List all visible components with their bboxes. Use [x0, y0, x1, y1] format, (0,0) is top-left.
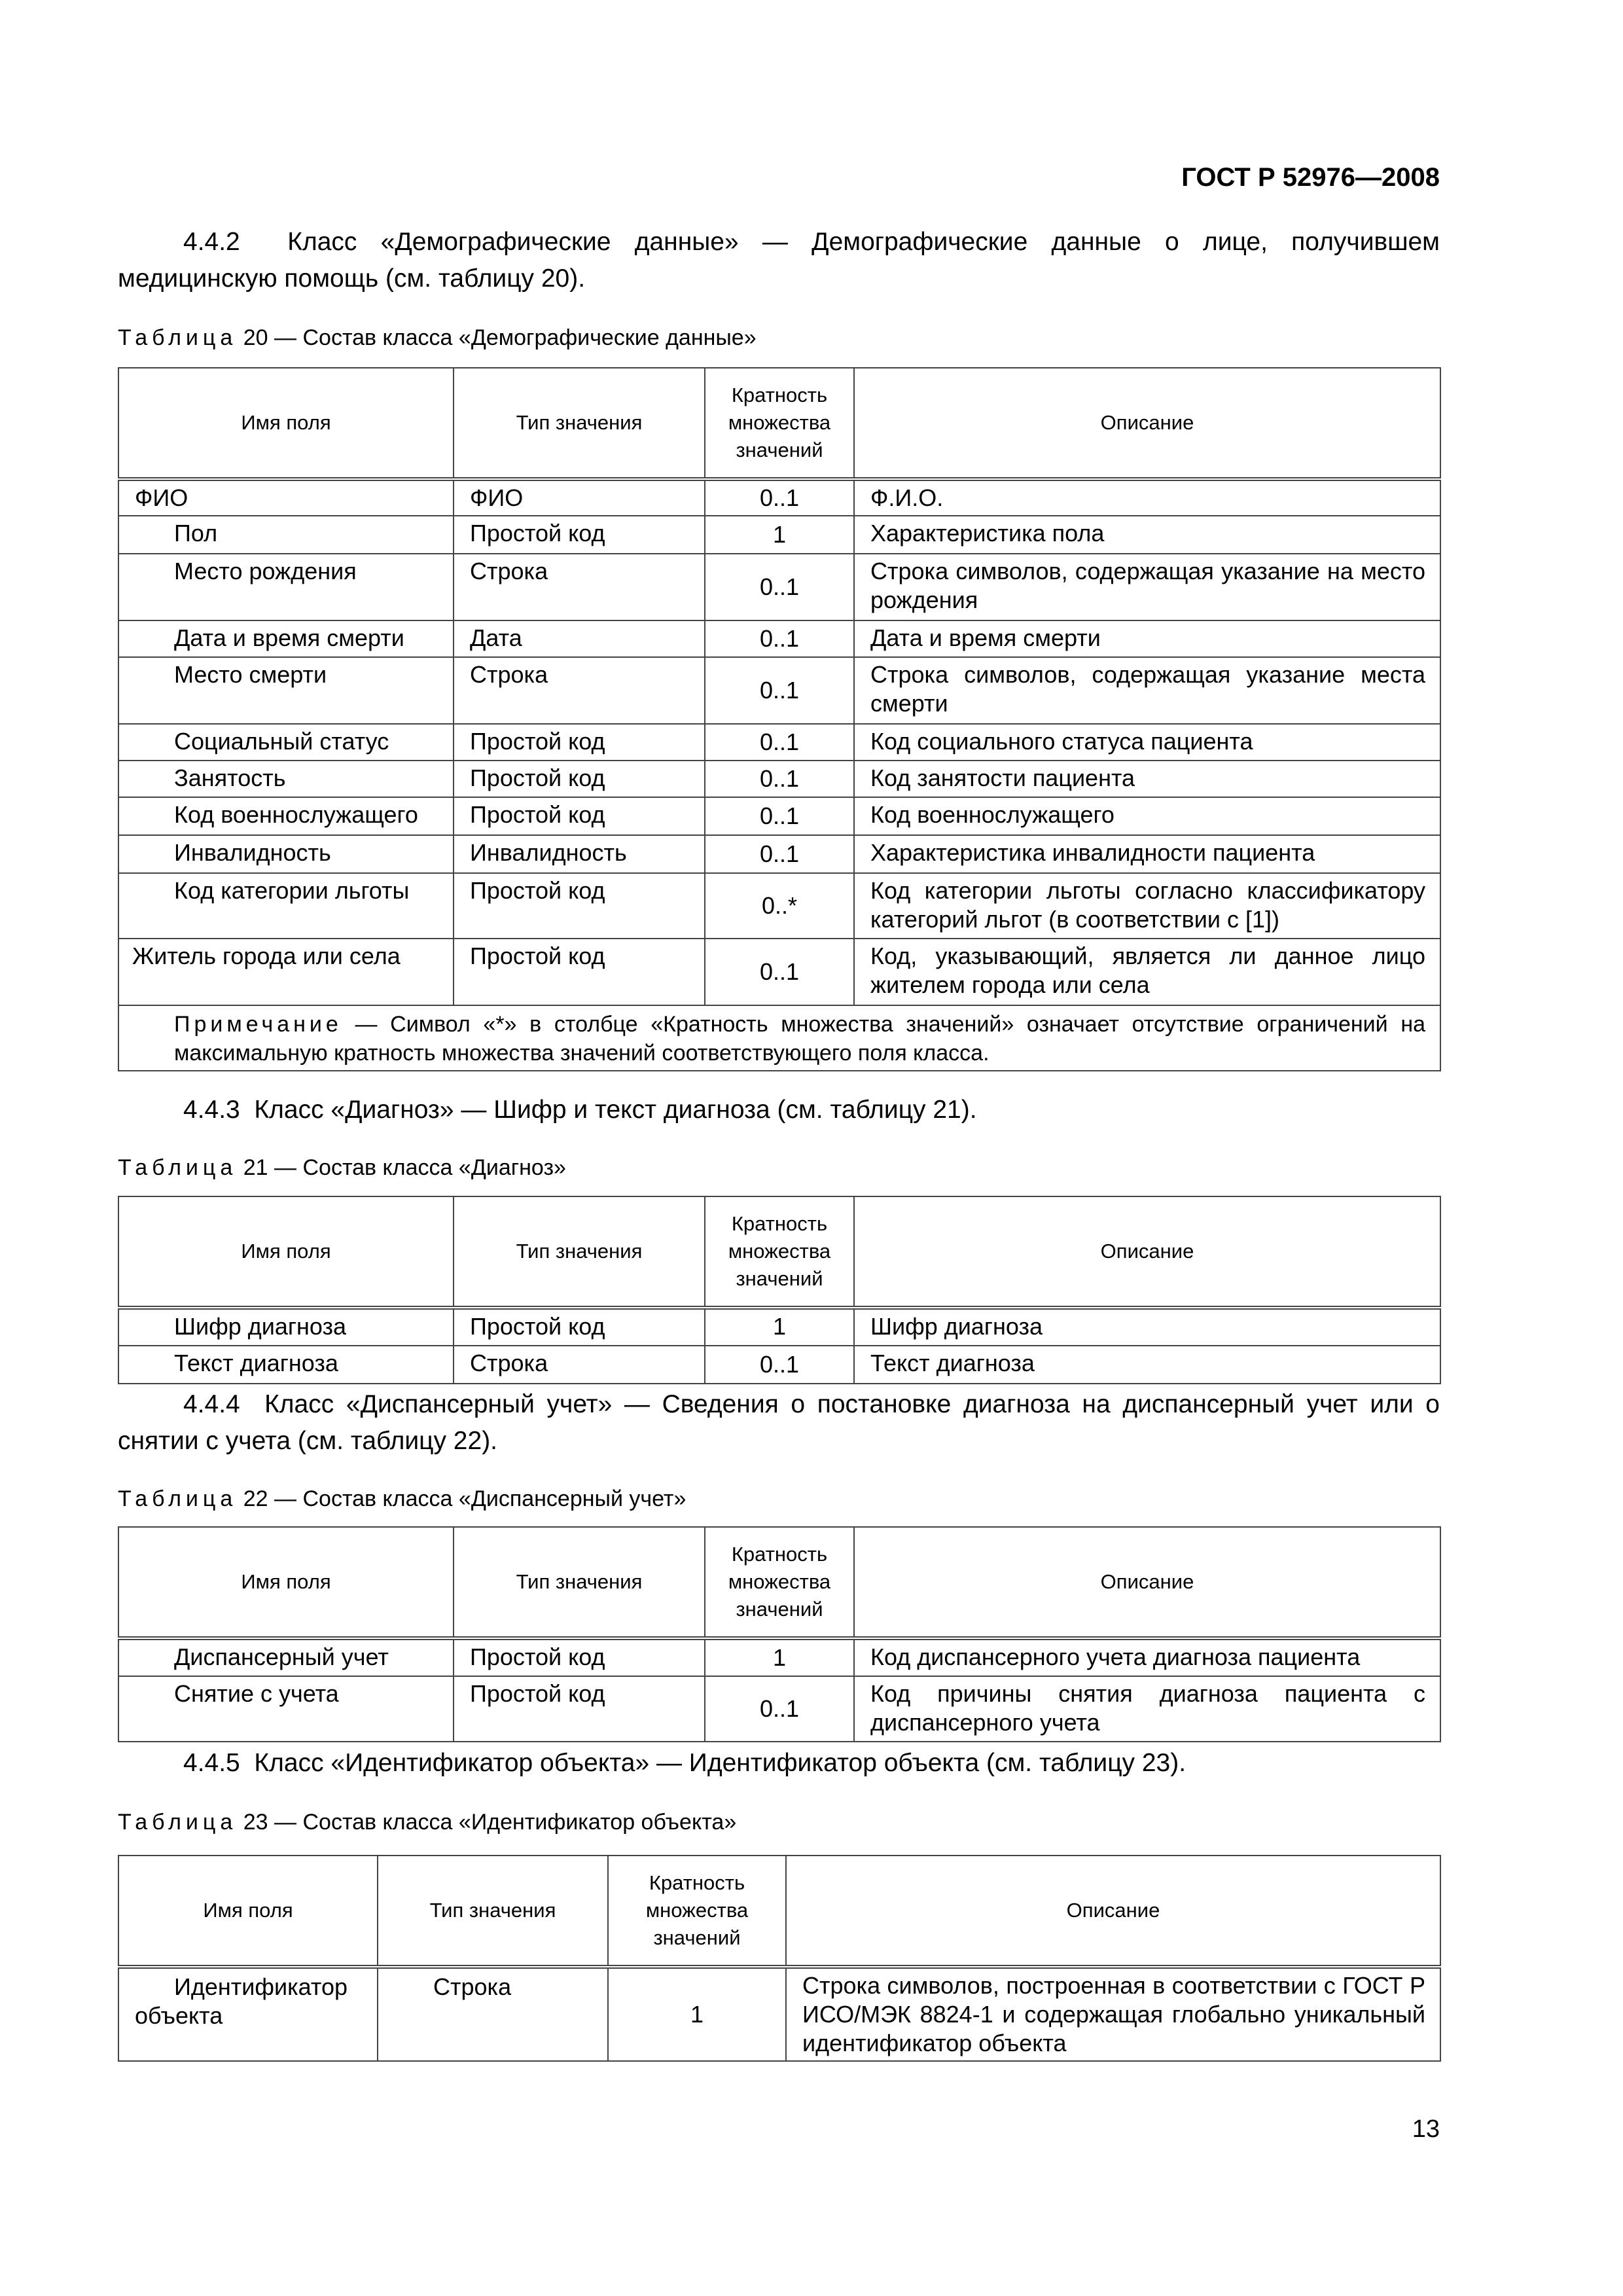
table-label: Таблица — [118, 325, 238, 350]
cell-value-type: Простой код — [454, 1308, 705, 1346]
cell-value-type: Простой код — [454, 1676, 705, 1742]
cell-multiplicity: 0..1 — [705, 620, 854, 657]
cell-description: Строка символов, построенная в соответствии с ГОСТ Р ИСО/МЭК 8824-1 и содержащая глобально уникальный идентификатор объекта — [786, 1967, 1440, 2061]
col-header-multiplicity: Кратность множества значений — [705, 1196, 854, 1308]
cell-field-name: Инвалидность — [118, 835, 454, 873]
cell-multiplicity: 1 — [705, 1308, 854, 1346]
cell-field-name: Шифр диагноза — [118, 1308, 454, 1346]
table-row — [118, 516, 1440, 554]
cell-description: Шифр диагноза — [854, 1308, 1440, 1346]
standard-designation: ГОСТ Р 52976—2008 — [1181, 163, 1440, 192]
col-header-description: Описание — [786, 1856, 1440, 1967]
section-text: Класс «Демографические данные» — Демографические данные о лице, получившем медицинскую помощь (см. таблицу 20). — [118, 228, 1440, 293]
cell-multiplicity: 0..1 — [705, 657, 854, 724]
col-header-description: Описание — [854, 1527, 1440, 1638]
cell-multiplicity: 0..1 — [705, 761, 854, 797]
table-row — [118, 1308, 1440, 1346]
table-20 — [118, 367, 1441, 1071]
col-header-type: Тип значения — [454, 1196, 705, 1308]
cell-field-name: Дата и время смерти — [118, 620, 454, 657]
table-22 — [118, 1526, 1441, 1742]
col-header-description: Описание — [854, 1196, 1440, 1308]
cell-field-name: Текст диагноза — [118, 1346, 454, 1384]
table-row — [118, 657, 1440, 724]
table-row — [118, 479, 1440, 516]
cell-description: Код причины снятия диагноза пациента с диспансерного учета — [854, 1676, 1440, 1742]
table-23 — [118, 1855, 1441, 2062]
cell-field-name: Идентификатор объекта — [118, 1967, 378, 2061]
col-header-name: Имя поля — [118, 1856, 378, 1967]
cell-value-type: Простой код — [454, 797, 705, 835]
cell-multiplicity: 0..1 — [705, 479, 854, 516]
cell-field-name: Пол — [118, 516, 454, 554]
cell-value-type: Строка — [454, 554, 705, 620]
cell-field-name: Диспансерный учет — [118, 1638, 454, 1676]
cell-value-type: Простой код — [454, 939, 705, 1005]
cell-description: Код категории льготы согласно классификатору категорий льгот (в соответствии с [1]) — [854, 873, 1440, 939]
cell-description: Код занятости пациента — [854, 761, 1440, 797]
table-row — [118, 1967, 1440, 2061]
section-4-4-2 — [118, 224, 1440, 297]
table-21 — [118, 1196, 1441, 1384]
table-22-caption — [118, 1484, 686, 1513]
col-header-multiplicity: Кратность множества значений — [705, 1527, 854, 1638]
cell-multiplicity: 1 — [705, 516, 854, 554]
col-header-description: Описание — [854, 368, 1440, 479]
cell-multiplicity: 0..1 — [705, 1346, 854, 1384]
table-row — [118, 835, 1440, 873]
section-text: Класс «Диспансерный учет» — Сведения о постановке диагноза на диспансерный учет или о снятии с учета (см. таблицу 22). — [118, 1390, 1440, 1455]
table-row — [118, 1676, 1440, 1742]
cell-multiplicity: 0..1 — [705, 554, 854, 620]
cell-value-type: Простой код — [454, 1638, 705, 1676]
table-note-row — [118, 1005, 1440, 1071]
cell-field-name: ФИО — [118, 479, 454, 516]
cell-value-type: Строка — [454, 657, 705, 724]
cell-description: Характеристика инвалидности пациента — [854, 835, 1440, 873]
cell-description: Строка символов, содержащая указание на место рождения — [854, 554, 1440, 620]
cell-value-type: Инвалидность — [454, 835, 705, 873]
cell-multiplicity: 0..1 — [705, 939, 854, 1005]
caption-text: 23 — Состав класса «Идентификатор объекта» — [243, 1810, 737, 1835]
table-note — [118, 1005, 1440, 1071]
cell-description: Строка символов, содержащая указание места смерти — [854, 657, 1440, 724]
cell-description: Код диспансерного учета диагноза пациента — [854, 1638, 1440, 1676]
table-row — [118, 797, 1440, 835]
table-row — [118, 1638, 1440, 1676]
section-text: Класс «Диагноз» — Шифр и текст диагноза (см. таблицу 21). — [254, 1096, 977, 1124]
section-text: Класс «Идентификатор объекта» — Идентификатор объекта (см. таблицу 23). — [254, 1749, 1186, 1777]
col-header-type: Тип значения — [378, 1856, 608, 1967]
section-number: 4.4.2 — [183, 228, 240, 256]
table-label: Таблица — [118, 1155, 238, 1180]
cell-description: Код социального статуса пациента — [854, 724, 1440, 761]
section-4-4-4 — [118, 1386, 1440, 1460]
col-header-name: Имя поля — [118, 1527, 454, 1638]
cell-field-name: Снятие с учета — [118, 1676, 454, 1742]
cell-value-type: Простой код — [454, 761, 705, 797]
cell-description: Код военнослужащего — [854, 797, 1440, 835]
col-header-name: Имя поля — [118, 368, 454, 479]
cell-multiplicity: 0..1 — [705, 797, 854, 835]
cell-description: Код, указывающий, является ли данное лицо жителем города или села — [854, 939, 1440, 1005]
table-21-caption — [118, 1153, 566, 1182]
table-row — [118, 724, 1440, 761]
caption-text: 20 — Состав класса «Демографические данные» — [243, 325, 757, 350]
cell-multiplicity: 0..* — [705, 873, 854, 939]
table-20-caption — [118, 323, 757, 352]
cell-multiplicity: 0..1 — [705, 835, 854, 873]
col-header-multiplicity: Кратность множества значений — [705, 368, 854, 479]
cell-multiplicity: 1 — [608, 1967, 786, 2061]
cell-description: Характеристика пола — [854, 516, 1440, 554]
cell-field-name: Код категории льготы — [118, 873, 454, 939]
col-header-name: Имя поля — [118, 1196, 454, 1308]
table-label: Таблица — [118, 1810, 238, 1835]
table-row — [118, 554, 1440, 620]
table-row — [118, 761, 1440, 797]
cell-multiplicity: 0..1 — [705, 1676, 854, 1742]
cell-field-name: Социальный статус — [118, 724, 454, 761]
cell-value-type: Простой код — [454, 724, 705, 761]
page-number: 13 — [1412, 2115, 1440, 2143]
col-header-type: Тип значения — [454, 368, 705, 479]
cell-multiplicity: 1 — [705, 1638, 854, 1676]
cell-multiplicity: 0..1 — [705, 724, 854, 761]
table-label: Таблица — [118, 1486, 238, 1511]
cell-field-name: Код военнослужащего — [118, 797, 454, 835]
cell-field-name: Житель города или села — [118, 939, 454, 1005]
section-4-4-3 — [118, 1092, 1440, 1128]
section-number: 4.4.5 — [183, 1749, 240, 1777]
cell-field-name: Место смерти — [118, 657, 454, 724]
cell-value-type: Строка — [454, 1346, 705, 1384]
caption-text: 22 — Состав класса «Диспансерный учет» — [243, 1486, 687, 1511]
section-number: 4.4.3 — [183, 1096, 240, 1124]
section-number: 4.4.4 — [183, 1390, 240, 1418]
note-label: Примечание — [174, 1012, 342, 1037]
cell-value-type: ФИО — [454, 479, 705, 516]
cell-field-name: Занятость — [118, 761, 454, 797]
table-row — [118, 873, 1440, 939]
section-4-4-5 — [118, 1745, 1440, 1782]
note-text: — Символ «*» в столбце «Кратность множества значений» означает отсутствие ограничений на максимальную кратность множества значений соответствующего поля класса. — [174, 1012, 1426, 1066]
col-header-multiplicity: Кратность множества значений — [608, 1856, 786, 1967]
cell-field-name: Место рождения — [118, 554, 454, 620]
cell-value-type: Дата — [454, 620, 705, 657]
table-row — [118, 1346, 1440, 1384]
cell-value-type: Строка — [378, 1967, 608, 2061]
cell-description: Дата и время смерти — [854, 620, 1440, 657]
table-row — [118, 939, 1440, 1005]
cell-value-type: Простой код — [454, 516, 705, 554]
cell-description: Ф.И.О. — [854, 479, 1440, 516]
cell-description: Текст диагноза — [854, 1346, 1440, 1384]
col-header-type: Тип значения — [454, 1527, 705, 1638]
caption-text: 21 — Состав класса «Диагноз» — [243, 1155, 566, 1180]
table-row — [118, 620, 1440, 657]
table-23-caption — [118, 1808, 736, 1837]
cell-value-type: Простой код — [454, 873, 705, 939]
